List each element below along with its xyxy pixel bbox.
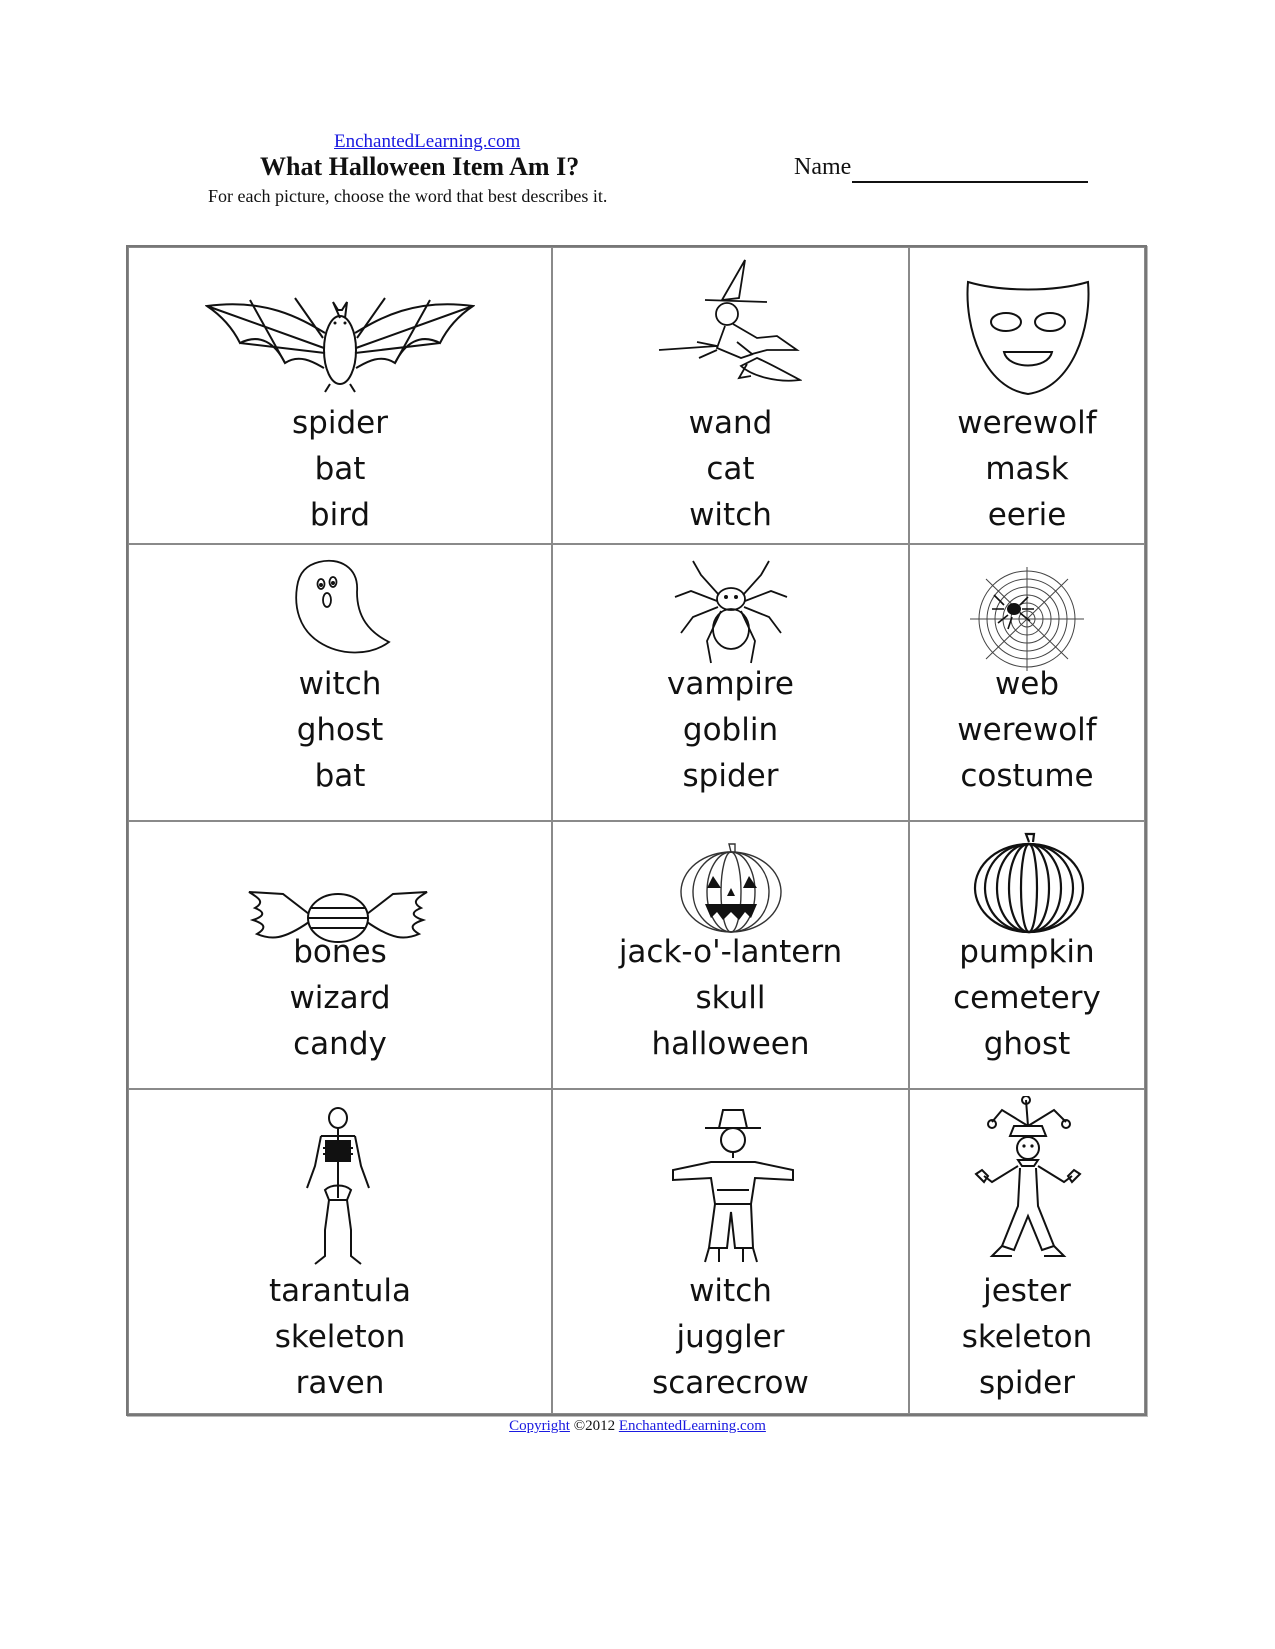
word-choice[interactable]: vampire bbox=[667, 666, 794, 702]
word-choice[interactable]: skeleton bbox=[961, 1319, 1093, 1355]
ghost-icon bbox=[289, 557, 394, 657]
word-choice[interactable]: jester bbox=[983, 1273, 1071, 1309]
word-choice[interactable]: bones bbox=[293, 934, 387, 970]
name-label: Name bbox=[794, 154, 852, 180]
word-choice[interactable]: witch bbox=[689, 1273, 772, 1309]
picture-word-grid bbox=[126, 245, 1147, 1416]
word-choice[interactable]: scarecrow bbox=[652, 1365, 809, 1401]
witch-icon bbox=[657, 258, 802, 388]
jester-icon bbox=[962, 1096, 1094, 1266]
word-choice[interactable]: cemetery bbox=[953, 980, 1101, 1016]
word-choice[interactable]: candy bbox=[293, 1026, 387, 1062]
spider-icon bbox=[671, 557, 791, 669]
grid-cell-ghost bbox=[128, 544, 552, 821]
copyright-link[interactable]: Copyright bbox=[509, 1418, 570, 1434]
word-choice[interactable]: spider bbox=[979, 1365, 1075, 1401]
page-title: What Halloween Item Am I? bbox=[260, 152, 580, 181]
word-choices bbox=[910, 929, 1144, 1067]
word-choices bbox=[910, 400, 1144, 538]
grid-cell-mask bbox=[909, 247, 1145, 544]
grid-cell-candy bbox=[128, 821, 552, 1089]
word-choice[interactable]: spider bbox=[292, 405, 388, 441]
word-choice[interactable]: juggler bbox=[676, 1319, 785, 1355]
word-choices bbox=[910, 661, 1144, 799]
word-choice[interactable]: witch bbox=[689, 497, 772, 533]
site-link[interactable]: EnchantedLearning.com bbox=[334, 131, 521, 152]
web-icon bbox=[968, 565, 1086, 673]
word-choices bbox=[129, 929, 551, 1067]
word-choices bbox=[129, 400, 551, 538]
grid-cell-jack-o-lantern bbox=[552, 821, 909, 1089]
word-choice[interactable]: web bbox=[994, 666, 1060, 702]
word-choice[interactable]: halloween bbox=[651, 1026, 810, 1062]
scarecrow-icon bbox=[665, 1104, 801, 1266]
word-choice[interactable]: wand bbox=[688, 405, 773, 441]
footer bbox=[0, 1418, 1275, 1435]
word-choice[interactable]: werewolf bbox=[957, 712, 1097, 748]
instructions: For each picture, choose the word that best describes it. bbox=[208, 186, 608, 206]
copyright-year: ©2012 bbox=[573, 1418, 616, 1434]
name-line bbox=[852, 181, 1088, 183]
word-choice[interactable]: wizard bbox=[289, 980, 391, 1016]
word-choices bbox=[553, 929, 908, 1067]
word-choice[interactable]: bat bbox=[314, 451, 366, 487]
grid-cell-web bbox=[909, 544, 1145, 821]
word-choices bbox=[910, 1268, 1144, 1406]
jack-o-lantern-icon bbox=[679, 842, 783, 936]
word-choice[interactable]: eerie bbox=[987, 497, 1067, 533]
word-choice[interactable]: raven bbox=[295, 1365, 385, 1401]
bat-icon bbox=[205, 288, 475, 398]
word-choice[interactable]: mask bbox=[985, 451, 1069, 487]
grid-cell-bat bbox=[128, 247, 552, 544]
skeleton-icon bbox=[301, 1106, 375, 1268]
word-choice[interactable]: costume bbox=[960, 758, 1094, 794]
worksheet-header bbox=[0, 0, 1275, 230]
word-choices bbox=[553, 1268, 908, 1406]
grid-cell-spider bbox=[552, 544, 909, 821]
grid-cell-pumpkin bbox=[909, 821, 1145, 1089]
grid-cell-jester bbox=[909, 1089, 1145, 1414]
word-choice[interactable]: jack-o'-lantern bbox=[618, 934, 843, 970]
mask-icon bbox=[962, 278, 1094, 398]
word-choice[interactable]: bat bbox=[314, 758, 366, 794]
word-choice[interactable]: skeleton bbox=[274, 1319, 406, 1355]
word-choice[interactable]: witch bbox=[298, 666, 382, 702]
grid-cell-witch bbox=[552, 247, 909, 544]
word-choice[interactable]: goblin bbox=[682, 712, 779, 748]
word-choices bbox=[129, 661, 551, 799]
pumpkin-icon bbox=[972, 832, 1086, 934]
word-choice[interactable]: pumpkin bbox=[959, 934, 1095, 970]
word-choice[interactable]: ghost bbox=[296, 712, 384, 748]
word-choice[interactable]: ghost bbox=[983, 1026, 1071, 1062]
word-choice[interactable]: bird bbox=[309, 497, 371, 533]
grid-cell-skeleton bbox=[128, 1089, 552, 1414]
word-choice[interactable]: tarantula bbox=[269, 1273, 411, 1309]
word-choice[interactable]: cat bbox=[706, 451, 755, 487]
word-choices bbox=[553, 400, 908, 538]
grid-cell-scarecrow bbox=[552, 1089, 909, 1414]
word-choice[interactable]: spider bbox=[682, 758, 779, 794]
word-choice[interactable]: werewolf bbox=[957, 405, 1097, 441]
word-choices bbox=[129, 1268, 551, 1406]
footer-site-link[interactable]: EnchantedLearning.com bbox=[618, 1418, 766, 1434]
word-choices bbox=[553, 661, 908, 799]
word-choice[interactable]: skull bbox=[695, 980, 766, 1016]
